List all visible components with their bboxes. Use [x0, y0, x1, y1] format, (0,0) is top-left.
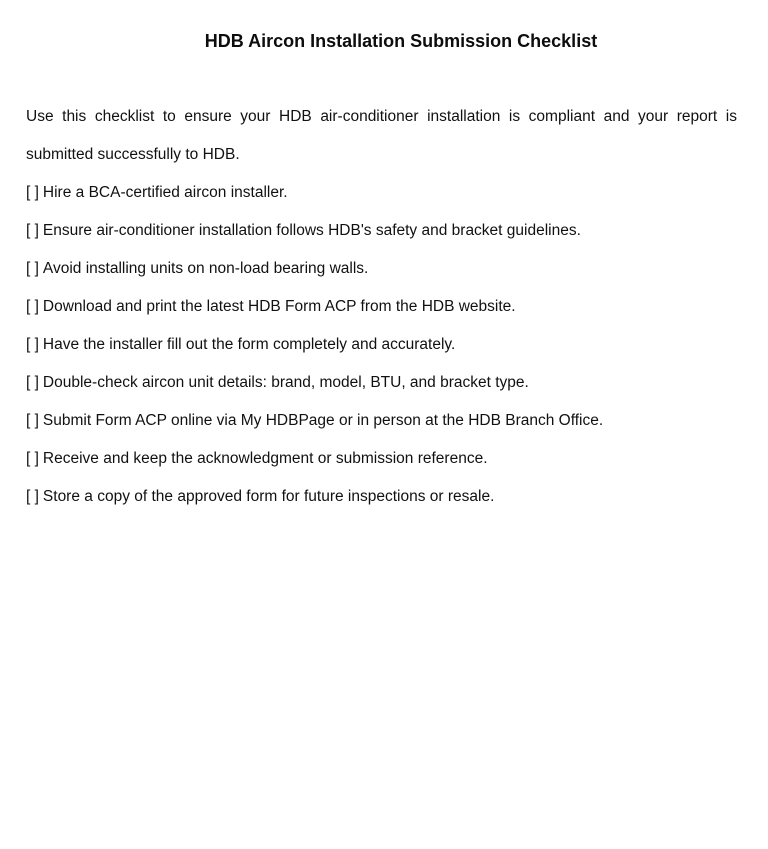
checkbox[interactable]: [ ]: [26, 412, 39, 429]
checkbox[interactable]: [ ]: [26, 260, 39, 277]
checkbox[interactable]: [ ]: [26, 184, 39, 201]
document-title: HDB Aircon Installation Submission Checklist: [204, 31, 598, 51]
checklist-item-text: Have the installer fill out the form completely and accurately.: [42, 336, 456, 353]
checklist-item: [26, 174, 603, 212]
checklist-item-text: Avoid installing units on non-load bearing walls.: [42, 260, 369, 277]
checklist-item: [26, 402, 603, 440]
checklist-item: [26, 212, 603, 250]
intro-paragraph: Use this checklist to ensure your HDB air-conditioner installation is compliant and your report is submitted successfully to HDB.: [26, 108, 737, 163]
checklist-item: [26, 288, 603, 326]
checklist-item: [26, 250, 603, 288]
checkbox[interactable]: [ ]: [26, 336, 39, 353]
checklist-item-text: Download and print the latest HDB Form ACP from the HDB website.: [42, 298, 516, 315]
checklist-item-text: Receive and keep the acknowledgment or submission reference.: [42, 450, 488, 467]
checklist-item-text: Hire a BCA-certified aircon installer.: [42, 184, 288, 201]
checklist-item: [26, 364, 603, 402]
checklist-item: [26, 326, 603, 364]
checkbox[interactable]: [ ]: [26, 450, 39, 467]
checklist-item-text: Store a copy of the approved form for future inspections or resale.: [42, 488, 495, 505]
checklist-item: [26, 440, 603, 478]
checklist-item: [26, 478, 603, 516]
checklist-item-text: Ensure air-conditioner installation follows HDB's safety and bracket guidelines.: [42, 222, 581, 239]
checkbox[interactable]: [ ]: [26, 298, 39, 315]
checkbox[interactable]: [ ]: [26, 488, 39, 505]
checklist-item-text: Submit Form ACP online via My HDBPage or in person at the HDB Branch Office.: [42, 412, 604, 429]
checkbox[interactable]: [ ]: [26, 374, 39, 391]
checklist: [26, 174, 603, 516]
checklist-item-text: Double-check aircon unit details: brand, model, BTU, and bracket type.: [42, 374, 529, 391]
checkbox[interactable]: [ ]: [26, 222, 39, 239]
